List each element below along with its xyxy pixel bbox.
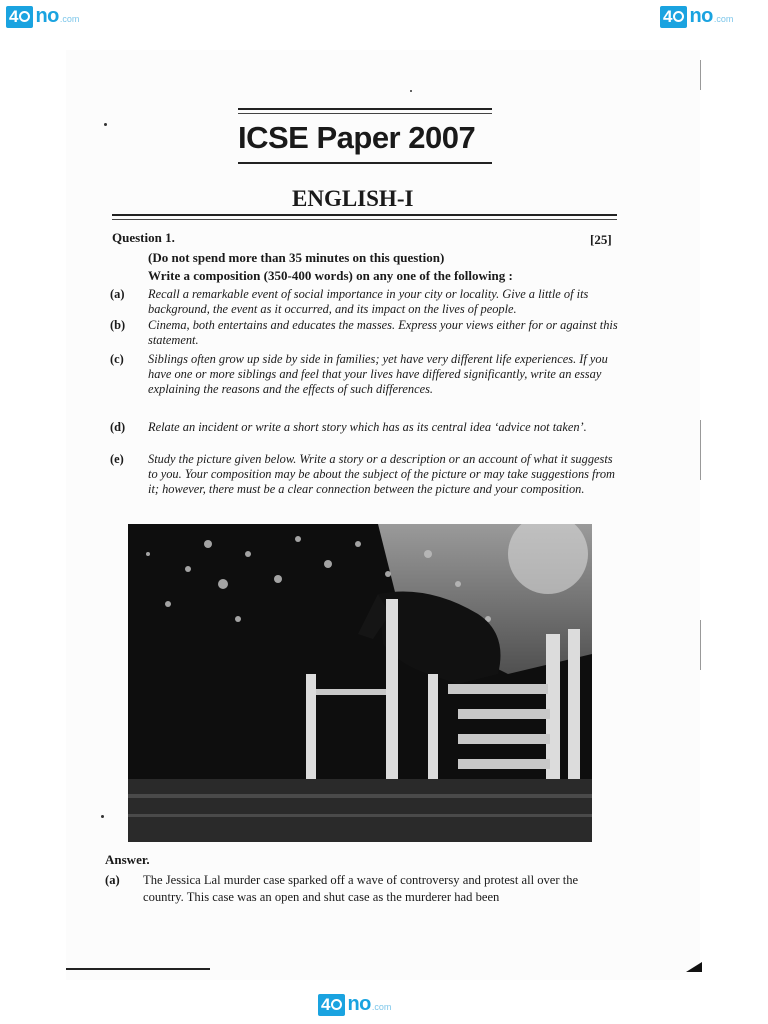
scan-speck [104, 123, 107, 126]
scan-edge-mark [700, 60, 701, 90]
watermark-domain: .com [713, 14, 734, 24]
instruction-time: (Do not spend more than 35 minutes on this question) [148, 250, 445, 265]
watermark-word: no [347, 993, 371, 1015]
option-label: (c) [110, 352, 124, 366]
option-label: (a) [110, 287, 125, 301]
answer-heading: Answer. [105, 852, 150, 867]
answer-text: The Jessica Lal murder case sparked off a wave of controversy and protest all over the country. This case was an open and shut case as the murderer had been [143, 873, 579, 904]
watermark-domain: .com [371, 1002, 392, 1012]
page-footer-rule [66, 968, 210, 970]
question-marks: [25] [590, 232, 612, 247]
option-e [110, 452, 620, 497]
scan-speck [101, 815, 104, 818]
subject-heading: ENGLISH-I [292, 186, 414, 211]
subject-rule-thin [112, 219, 617, 220]
option-c [110, 352, 620, 397]
watermark-badge: 4 [318, 994, 345, 1016]
question-heading: Question 1. [112, 230, 175, 245]
watermark-word: no [35, 5, 59, 27]
watermark-domain: .com [59, 14, 80, 24]
watermark-logo-bottom [318, 993, 391, 1016]
watermark-badge: 4 [660, 6, 687, 28]
watermark-logo-top-left [6, 5, 79, 28]
option-text: Cinema, both entertains and educates the masses. Express your views either for or against this statement. [148, 318, 618, 347]
picture-ground [128, 779, 592, 842]
option-text: Siblings often grow up side by side in families; yet have very different life experiences. If you have one or more siblings and feel that your lives have differed significantly, write an essay explaining the reasons and the effects of such differences. [148, 352, 608, 396]
scan-edge-mark [700, 420, 701, 480]
option-b [110, 318, 620, 348]
option-a [110, 287, 620, 317]
answer-a [105, 872, 620, 906]
option-label: (e) [110, 452, 124, 466]
picture-drawing [128, 524, 592, 842]
scan-edge-mark [700, 620, 701, 670]
answer-label: (a) [105, 873, 120, 887]
option-text: Study the picture given below. Write a story or a description or an account of what it suggests to you. Your composition may be about the subject of the picture or may take suggestions from it; however, there must be a clear connection between the picture and your composition. [148, 452, 616, 496]
composition-picture [128, 524, 592, 842]
title-rule-bottom [238, 162, 492, 164]
option-d [110, 420, 620, 435]
option-label: (d) [110, 420, 126, 434]
title-rule-top-thin [238, 113, 492, 114]
paper-title: ICSE Paper 2007 [238, 120, 476, 155]
title-rule-top [238, 108, 492, 110]
option-text: Recall a remarkable event of social importance in your city or locality. Give a little of its background, the event as it occurred, and its impact on the lives of people. [148, 287, 589, 316]
watermark-badge: 4 [6, 6, 33, 28]
watermark-logo-top-right [660, 5, 733, 28]
instruction-task: Write a composition (350-400 words) on any one of the following : [148, 268, 513, 283]
subject-rule [112, 214, 617, 216]
watermark-word: no [689, 5, 713, 27]
scan-speck [410, 90, 412, 92]
option-text: Relate an incident or write a short story which has as its central idea ‘advice not taken’. [148, 420, 587, 434]
option-label: (b) [110, 318, 126, 332]
page-corner-mark [686, 962, 702, 972]
